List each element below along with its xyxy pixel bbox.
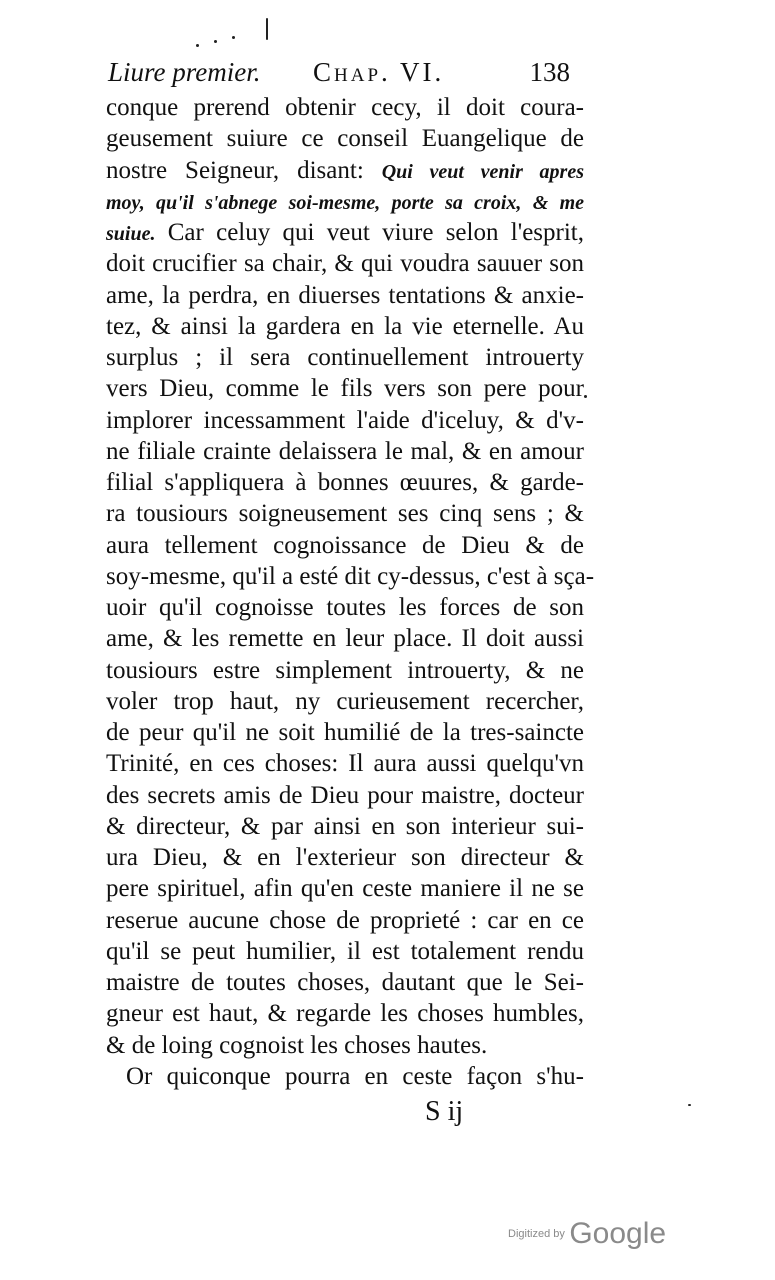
ink-speck xyxy=(232,36,235,39)
ink-speck xyxy=(584,395,587,398)
text-line xyxy=(106,717,584,748)
line-text: & de loing cognoist les choses hautes. xyxy=(106,1031,488,1059)
text-line xyxy=(106,873,584,904)
italic-quote: suiue. xyxy=(106,223,156,245)
text-line xyxy=(106,92,584,123)
line-text: ura Dieu, & en l'exterieur son directeur & xyxy=(106,844,584,871)
text-line xyxy=(106,311,584,342)
watermark-prefix: Digitized by xyxy=(508,1228,565,1240)
italic-quote: Qui veut venir apres xyxy=(381,160,584,183)
line-text: conque prerend obtenir cecy, il doit coura- xyxy=(106,94,584,121)
line-text: Or quiconque pourra en ceste façon s'hu- xyxy=(126,1062,584,1090)
text-line xyxy=(106,905,584,936)
line-text: tousiours estre simplement introuerty, & ne xyxy=(106,656,584,684)
text-line xyxy=(106,561,595,592)
text-line xyxy=(106,967,584,998)
text-line xyxy=(106,842,584,873)
text-line xyxy=(106,405,584,436)
body-text xyxy=(106,92,595,1092)
text-line xyxy=(106,248,584,279)
text-line xyxy=(106,655,584,686)
running-header xyxy=(108,50,570,94)
line-text: aura tellement cognoissance de Dieu & de xyxy=(106,531,584,559)
ink-speck xyxy=(266,18,268,40)
text-line xyxy=(106,342,584,373)
text-line xyxy=(106,686,584,717)
signature-mark: S ij xyxy=(425,1096,464,1127)
line-text: surplus ; il sera continuellement introuerty xyxy=(106,344,584,371)
text-line xyxy=(106,998,584,1029)
line-text: uoir qu'il cognoisse toutes les forces de son xyxy=(106,594,584,621)
text-line xyxy=(106,280,584,311)
text-line xyxy=(106,780,584,811)
text-line xyxy=(106,748,584,779)
line-text: de peur qu'il ne soit humilié de la tres-saincte xyxy=(106,719,584,746)
text-line xyxy=(106,155,584,186)
line-text: ame, & les remette en leur place. Il doit aussi xyxy=(106,625,584,653)
line-text: gneur est haut, & regarde les choses humbles, xyxy=(106,1000,584,1028)
line-text: maistre de toutes choses, dautant que le Sei- xyxy=(106,969,584,996)
line-text: & directeur, & par ainsi en son interieur sui- xyxy=(106,812,584,840)
line-text: reserue aucune chose de proprieté : car en ce xyxy=(106,906,584,934)
ink-speck xyxy=(196,44,199,47)
line-text: Car celuy qui veut viure selon l'esprit, xyxy=(155,219,584,246)
header-chapter: Chap. VI. xyxy=(313,57,445,87)
line-text: voler trop haut, ny curieusement recercher, xyxy=(106,687,584,715)
text-line xyxy=(106,467,584,498)
line-text: Trinité, en ces choses: Il aura aussi quelqu'vn xyxy=(106,750,584,778)
text-line xyxy=(106,811,584,842)
line-text: ame, la perdra, en diuerses tentations & anxie- xyxy=(106,281,584,309)
text-line xyxy=(106,373,584,404)
text-line xyxy=(106,530,584,561)
text-line xyxy=(106,623,584,654)
text-line xyxy=(106,123,584,154)
ink-speck xyxy=(688,1104,691,1106)
line-text: tez, & ainsi la gardera en la vie eternelle. Au xyxy=(106,312,584,340)
text-line xyxy=(106,936,584,967)
line-text: nostre Seigneur, disant: xyxy=(106,156,382,184)
text-line xyxy=(106,217,584,248)
italic-quote: moy, qu'il s'abnege soi-mesme, porte sa croix, & me xyxy=(106,191,584,214)
line-text: geusement suiure ce conseil Euangelique de xyxy=(106,125,584,153)
line-text: doit crucifier sa chair, & qui voudra sauuer son xyxy=(106,250,584,278)
page-number: 138 xyxy=(529,57,570,87)
text-line xyxy=(106,1061,584,1092)
text-line xyxy=(106,498,584,529)
line-text: vers Dieu, comme le fils vers son pere pour xyxy=(106,375,584,403)
text-line xyxy=(106,186,584,217)
line-text: ra tousiours soigneusement ses cinq sens ; & xyxy=(106,500,584,528)
line-text: des secrets amis de Dieu pour maistre, docteur xyxy=(106,781,584,809)
line-text: pere spirituel, afin qu'en ceste maniere il ne se xyxy=(106,875,584,903)
text-line xyxy=(106,592,584,623)
line-text: implorer incessamment l'aide d'iceluy, & d'v- xyxy=(106,406,584,434)
text-line xyxy=(106,436,584,467)
text-line xyxy=(106,1030,584,1061)
ink-speck xyxy=(214,40,217,43)
line-text: qu'il se peut humilier, il est totalement rendu xyxy=(106,937,584,965)
line-text: filial s'appliquera à bonnes œuures, & garde- xyxy=(106,469,584,496)
line-text: ne filiale crainte delaissera le mal, & en amour xyxy=(106,437,584,465)
digitized-watermark xyxy=(508,1217,666,1257)
line-text: soy-mesme, qu'il a esté dit cy-dessus, c'est à sça- xyxy=(106,562,595,590)
header-book-title: Liure premier. xyxy=(108,57,261,87)
watermark-brand: Google xyxy=(569,1217,667,1250)
